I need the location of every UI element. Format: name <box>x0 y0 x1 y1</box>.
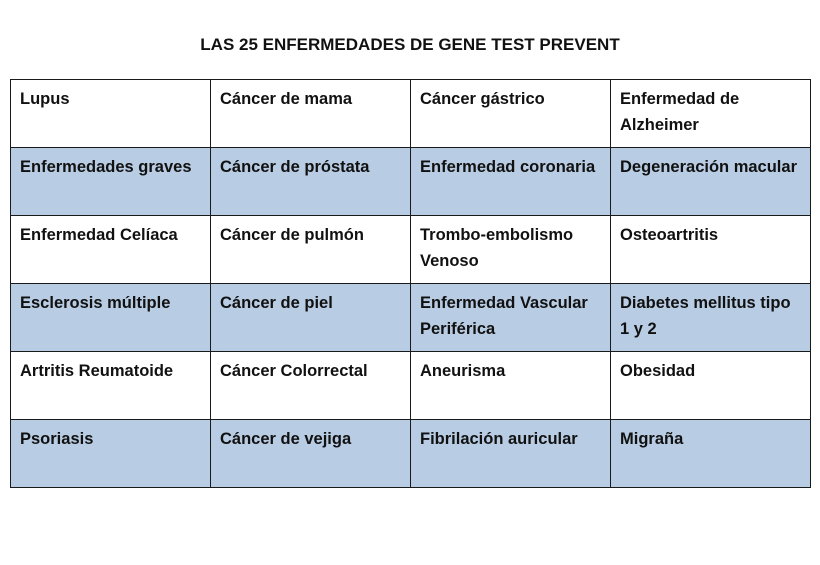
table-cell: Enfermedad de Alzheimer <box>611 80 811 148</box>
table-cell: Enfermedad Vascular Periférica <box>411 284 611 352</box>
table-cell: Trombo-embolismo Venoso <box>411 216 611 284</box>
table-cell: Degeneración macular <box>611 148 811 216</box>
table-cell: Cáncer de vejiga <box>211 420 411 488</box>
table-row <box>11 420 811 488</box>
table-cell: Cáncer Colorrectal <box>211 352 411 420</box>
table-cell: Diabetes mellitus tipo 1 y 2 <box>611 284 811 352</box>
table-row <box>11 216 811 284</box>
table-cell: Cáncer de piel <box>211 284 411 352</box>
table-cell: Fibrilación auricular <box>411 420 611 488</box>
table-cell: Lupus <box>11 80 211 148</box>
table-cell: Cáncer de pulmón <box>211 216 411 284</box>
table-cell: Esclerosis múltiple <box>11 284 211 352</box>
table-cell: Migraña <box>611 420 811 488</box>
page-title: LAS 25 ENFERMEDADES DE GENE TEST PREVENT <box>200 35 620 54</box>
table-cell: Aneurisma <box>411 352 611 420</box>
table-cell: Artritis Reumatoide <box>11 352 211 420</box>
table-cell: Osteoartritis <box>611 216 811 284</box>
table-row <box>11 80 811 148</box>
table-cell: Cáncer de mama <box>211 80 411 148</box>
table-cell: Enfermedades graves <box>11 148 211 216</box>
table-row <box>11 352 811 420</box>
table-cell: Obesidad <box>611 352 811 420</box>
table-cell: Cáncer gástrico <box>411 80 611 148</box>
table-cell: Psoriasis <box>11 420 211 488</box>
table-cell: Enfermedad coronaria <box>411 148 611 216</box>
diseases-table <box>10 79 811 488</box>
table-cell: Enfermedad Celíaca <box>11 216 211 284</box>
table-cell: Cáncer de próstata <box>211 148 411 216</box>
table-row <box>11 284 811 352</box>
table-row <box>11 148 811 216</box>
